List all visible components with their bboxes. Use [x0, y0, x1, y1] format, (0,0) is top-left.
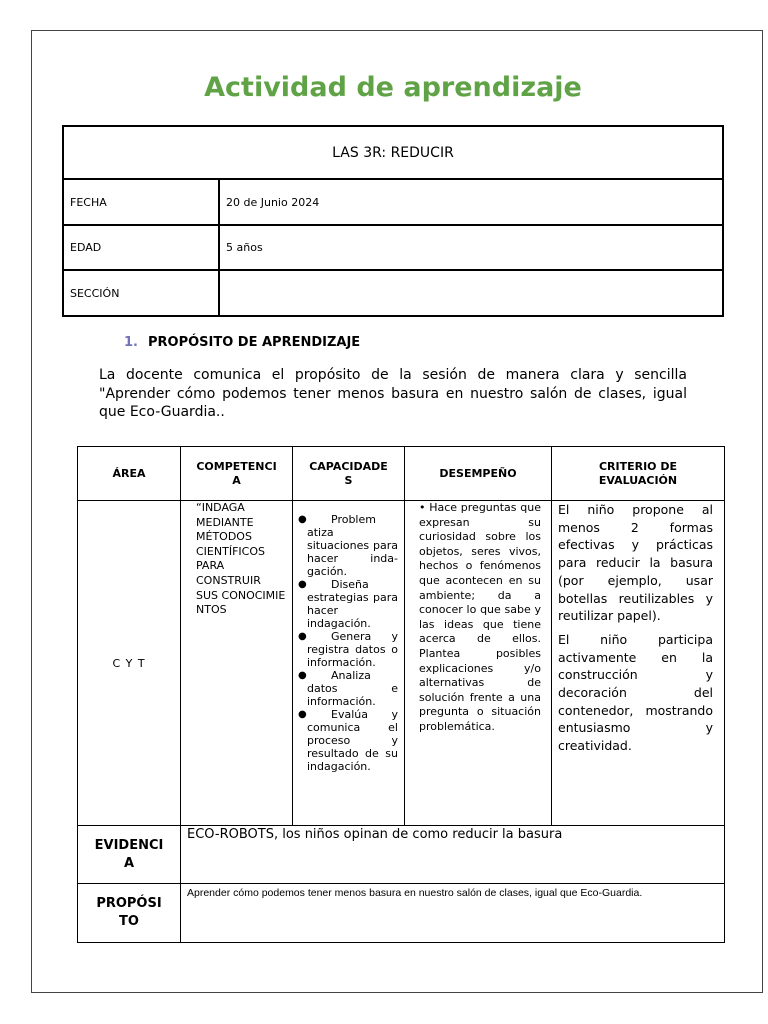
- info-table: [62, 125, 724, 317]
- desempeno-cell: • Hace preguntas que expresan su curiosidad sobre los objetos, seres vivos, hechos o fenómenos que acontecen en su ambiente; da a conocer lo que sabe y las ideas que tiene acerca de ellos. Plantea posibles explicaciones y/o alternativas de solución frente a una pregunta o situación problemática.: [405, 501, 552, 826]
- main-table: [77, 446, 725, 943]
- bullet-icon: ●: [298, 514, 307, 525]
- capacidades-list: [293, 513, 404, 773]
- list-item: ● Diseña estrategias para hacer indagación.: [298, 578, 398, 630]
- evidencia-text: ECO-ROBOTS, los niños opinan de como reducir la basura: [181, 826, 725, 884]
- proposito-text: Aprender cómo podemos tener menos basura en nuestro salón de clases, igual que Eco-Guardia.: [181, 884, 725, 943]
- capacidades-cell: [293, 501, 405, 826]
- list-item: ● Analiza datos e información.: [298, 669, 398, 708]
- seccion-label: SECCIÓN: [63, 270, 219, 316]
- evidencia-label: EVIDENCI A: [78, 826, 181, 884]
- header-capacidades: CAPACIDADE S: [293, 447, 405, 501]
- header-area: ÁREA: [78, 447, 181, 501]
- criterio-1: El niño propone al menos 2 formas efectivas y prácticas para reducir la basura (por ejemplo, usar botellas reutilizables y reutilizar papel).: [558, 502, 713, 624]
- edad-label: EDAD: [63, 225, 219, 270]
- bullet-icon: ●: [298, 579, 307, 590]
- section-title: PROPÓSITO DE APRENDIZAJE: [147, 335, 361, 350]
- header-competencia: COMPETENCI A: [181, 447, 293, 501]
- list-item: ● Evalúa y comunica el proceso y resultado de su indagación.: [298, 708, 398, 773]
- fecha-label: FECHA: [63, 179, 219, 225]
- bullet-icon: ●: [298, 670, 307, 681]
- proposito-label: PROPÓSI TO: [78, 884, 181, 943]
- page-title: Actividad de aprendizaje: [204, 72, 582, 103]
- bullet-icon: ●: [298, 709, 307, 720]
- area-cell: C Y T: [78, 501, 181, 826]
- criterio-cell: [552, 501, 725, 826]
- list-item: ● Problem atiza situaciones para hacer inda- gación.: [298, 513, 398, 578]
- bullet-icon: ●: [298, 631, 307, 642]
- list-item: ● Genera y registra datos o información.: [298, 630, 398, 669]
- section-number: 1.: [124, 335, 138, 350]
- fecha-value: 20 de Junio 2024: [219, 179, 723, 225]
- edad-value: 5 años: [219, 225, 723, 270]
- criterio-2: El niño participa activamente en la construcción y decoración del contenedor, mostrando entusiasmo y creatividad.: [558, 631, 713, 754]
- header-desempeno: DESEMPEÑO: [405, 447, 552, 501]
- competencia-cell: “INDAGA MEDIANTE MÉTODOS CIENTÍFICOS PARA CONSTRUIR SUS CONOCIMIE NTOS: [181, 501, 293, 826]
- seccion-value: [219, 270, 723, 316]
- intro-paragraph: La docente comunica el propósito de la sesión de manera clara y sencilla "Aprender cómo podemos tener menos basura en nuestro salón de clases, igual que Eco-Guardia..: [99, 367, 687, 420]
- section-heading: [124, 335, 360, 350]
- info-table-header: LAS 3R: REDUCIR: [63, 126, 723, 179]
- header-criterio: CRITERIO DE EVALUACIÓN: [552, 447, 725, 501]
